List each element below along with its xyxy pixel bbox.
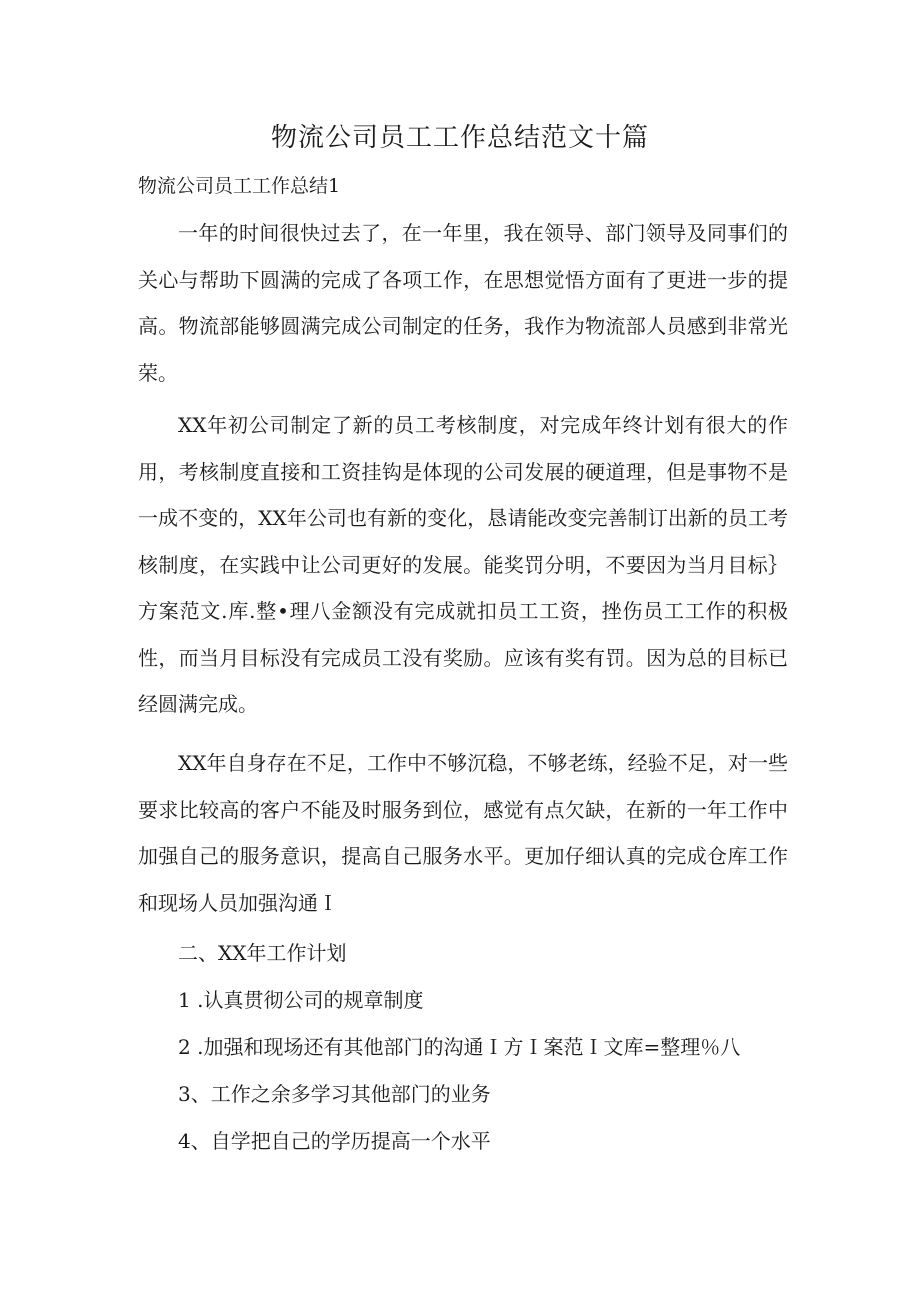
section-heading: 物流公司员工工作总结1 — [138, 175, 341, 197]
paragraph-1: 一年的时间很快过去了，在一年里，我在领导、部门领导及同事们的关心与帮助下圆满的完成了各项工作，在思想觉悟方面有了更进一步的提高。物流部能够圆满完成公司制定的任务，我作为物流部人员感到非常光荣。 — [138, 221, 788, 385]
plan-item-1: 1 .认真贯彻公司的规章制度 — [178, 988, 424, 1012]
document-title: 物流公司员工工作总结范文十篇 — [270, 123, 649, 153]
plan-item-4: 4、自学把自己的学历提高一个水平 — [178, 1129, 491, 1153]
paragraph-3: XX年自身存在不足，工作中不够沉稳，不够老练，经验不足，对一些要求比较高的客户不能及时服务到位，感觉有点欠缺，在新的一年工作中加强自己的服务意识，提高自己服务水平。更加仔细认真的完成仓库工作和现场人员加强沟通Ｉ — [138, 751, 788, 915]
paragraph-2: XX年初公司制定了新的员工考核制度，对完成年终计划有很大的作用，考核制度直接和工资挂钩是体现的公司发展的硬道理，但是事物不是一成不变的，XX年公司也有新的变化，恳请能改变完善制订出新的员工考核制度，在实践中让公司更好的发展。能奖罚分明，不要因为当月目标｝方案范文.库.整•理八金额没有完成就扣员工工资，挫伤员工工作的积极性，而当月目标没有完成员工没有奖励。应该有奖有罚。因为总的目标已经圆满完成。 — [138, 413, 788, 716]
plan-item-2: 2 .加强和现场还有其他部门的沟通Ｉ方Ｉ案范Ｉ文库=整理％八 — [178, 1035, 741, 1059]
plan-heading: 二、XX年工作计划 — [178, 941, 347, 965]
plan-item-3: 3、工作之余多学习其他部门的业务 — [178, 1082, 491, 1106]
